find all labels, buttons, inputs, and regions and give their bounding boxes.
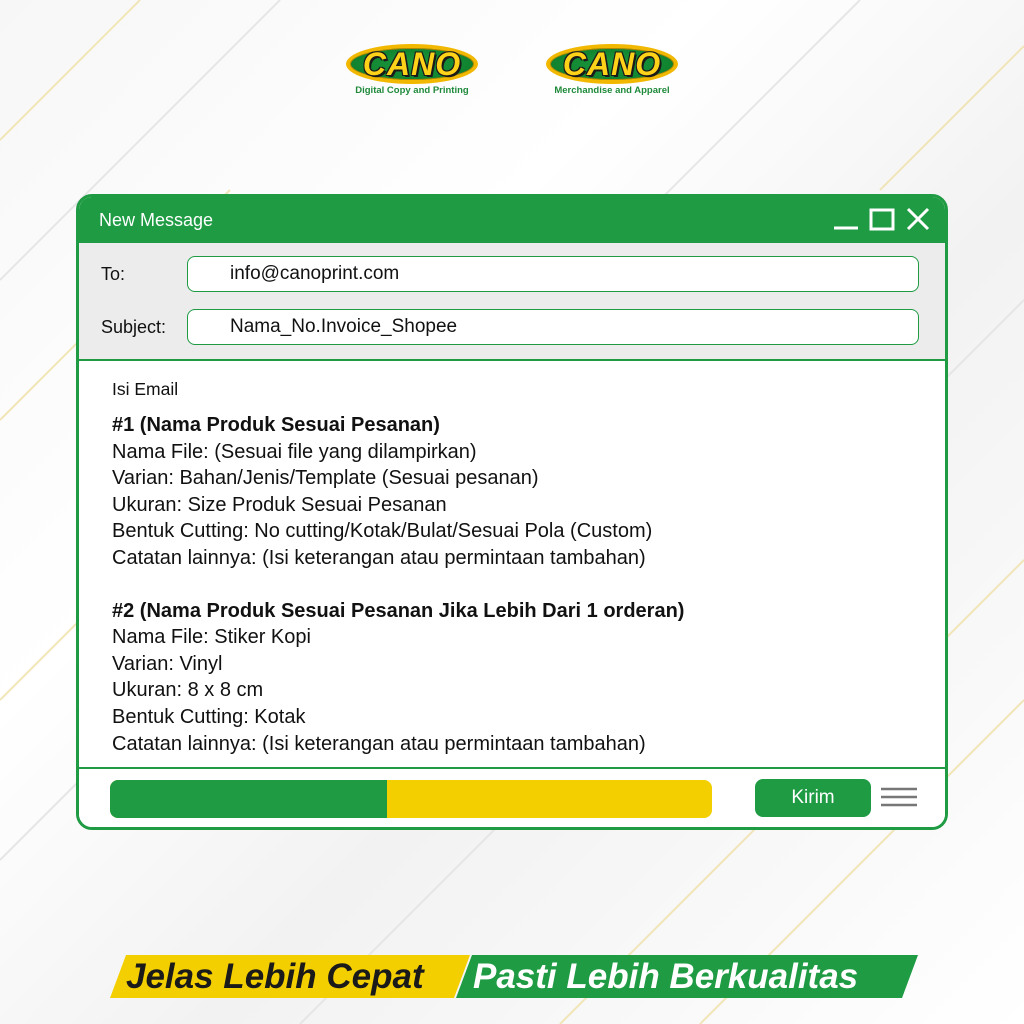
body-line: Varian: Vinyl: [112, 652, 223, 675]
body-line: Bentuk Cutting: Kotak: [112, 705, 306, 728]
body-line: Catatan lainnya: (Isi keterangan atau permintaan tambahan): [112, 546, 646, 569]
body-line: Ukuran: 8 x 8 cm: [112, 679, 264, 702]
order-heading: #2 (Nama Produk Sesuai Pesanan Jika Lebih Dari 1 orderan): [112, 599, 685, 622]
send-button[interactable]: Kirim: [755, 779, 871, 817]
body-line: Ukuran: Size Produk Sesuai Pesanan: [112, 493, 447, 516]
hamburger-menu-icon[interactable]: [879, 783, 919, 813]
cano-merch-logo: [546, 44, 678, 102]
close-icon[interactable]: [903, 205, 933, 235]
banner-left-text: Jelas Lebih Cepat: [126, 957, 424, 996]
cano-digital-logo: [346, 44, 478, 102]
minimize-icon[interactable]: [831, 205, 861, 235]
body-line: Nama File: Stiker Kopi: [112, 626, 311, 649]
subject-label: Subject:: [101, 317, 167, 337]
banner-right-text: Pasti Lebih Berkualitas: [473, 957, 859, 996]
logo-tagline: Digital Copy and Printing: [355, 85, 469, 96]
email-body[interactable]: [112, 379, 912, 757]
body-line: Nama File: (Sesuai file yang dilampirkan): [112, 440, 477, 463]
message-header: [79, 243, 945, 361]
message-footer: [79, 767, 945, 830]
logo-tagline: Merchandise and Apparel: [554, 85, 670, 96]
new-message-window: [76, 194, 948, 830]
spacer: [112, 572, 912, 598]
progress-fill: [110, 780, 387, 818]
body-line: Varian: Bahan/Jenis/Template (Sesuai pesanan): [112, 467, 539, 490]
subject-field[interactable]: [187, 309, 919, 345]
window-title: New Message: [99, 210, 214, 230]
logo-word: CANO: [362, 46, 462, 82]
progress-bar: [110, 780, 712, 818]
order-heading: #1 (Nama Produk Sesuai Pesanan): [112, 414, 440, 436]
maximize-icon[interactable]: [867, 205, 897, 235]
logo-word: CANO: [562, 46, 662, 82]
to-field[interactable]: [187, 256, 919, 292]
body-title: Isi Email: [112, 379, 179, 399]
body-line: Bentuk Cutting: No cutting/Kotak/Bulat/Sesuai Pola (Custom): [112, 520, 653, 543]
window-titlebar: [79, 197, 945, 243]
to-label: To:: [101, 264, 126, 284]
body-line: Catatan lainnya: (Isi keterangan atau permintaan tambahan): [112, 732, 646, 755]
